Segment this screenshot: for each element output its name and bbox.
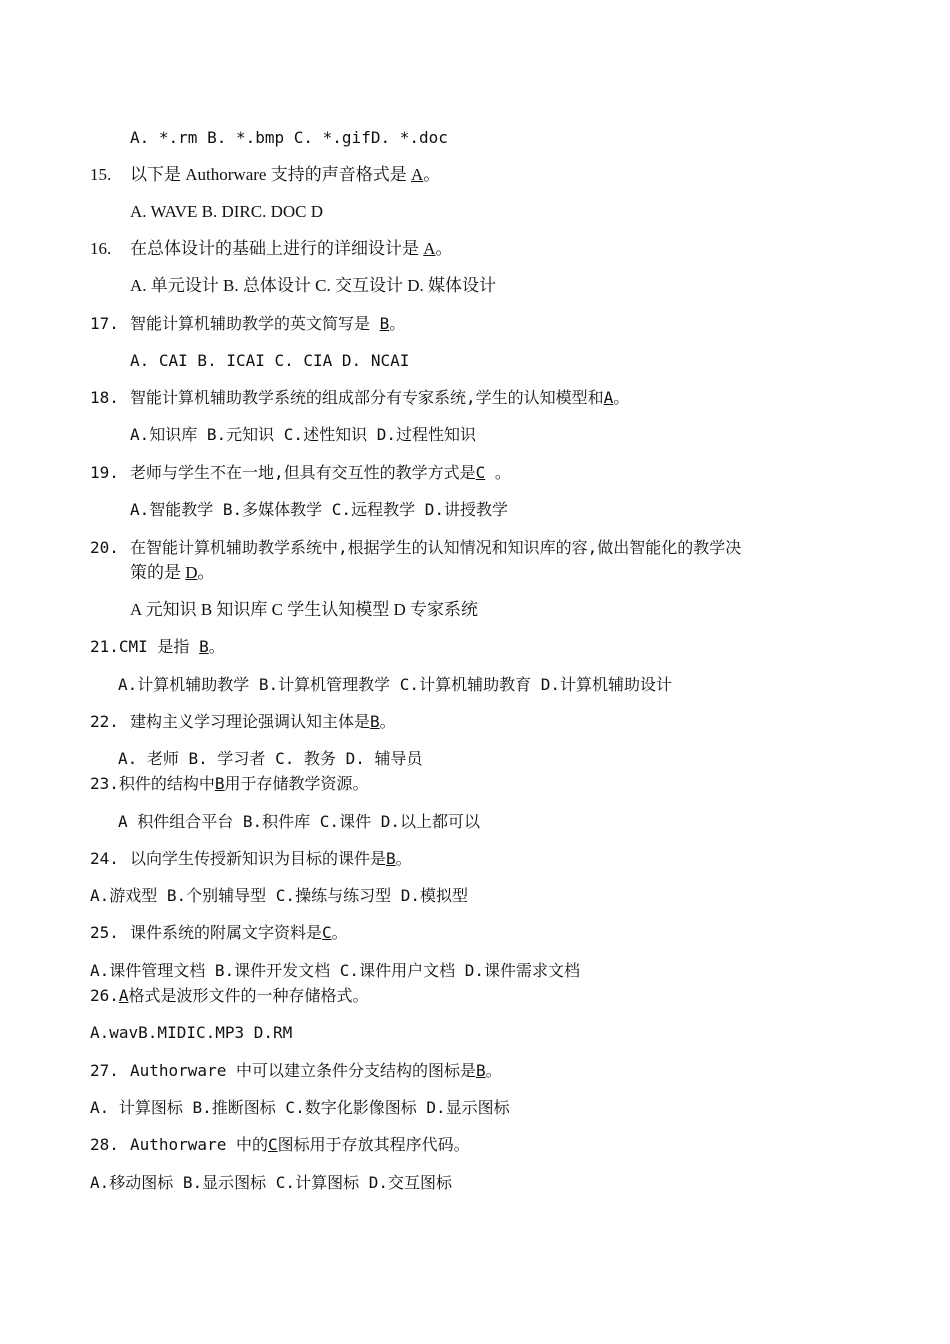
line-text: A.移动图标 B.显示图标 C.计算图标 D.交互图标 [90,1173,452,1192]
question-number: 24. [90,849,119,868]
line-text: A 元知识 B 知识库 C 学生认知模型 D 专家系统 [130,600,479,619]
line-text: 23.积件的结构中 [90,774,215,793]
answer-letter: C [267,1135,278,1154]
text-line [130,201,323,223]
text-line [90,1022,292,1044]
text-line [90,636,225,658]
text-line [130,424,476,446]
text-line [90,848,412,870]
text-line [130,599,478,621]
line-text-suffix: 图标用于存放其程序代码。 [277,1135,470,1154]
line-text: A. CAI B. ICAI C. CIA D. NCAI [130,351,410,370]
line-text-suffix: 用于存储教学资源。 [224,774,369,793]
question-number: 18. [90,388,119,407]
line-text: Authorware 中可以建立条件分支结构的图标是 [130,1061,476,1080]
line-text: A. 计算图标 B.推断图标 C.数字化影像图标 D.显示图标 [90,1098,510,1117]
answer-letter: B [214,774,225,793]
line-text: 智能计算机辅助教学系统的组成部分有专家系统,学生的认知模型和 [130,388,604,407]
text-line [118,674,672,696]
text-line [90,985,369,1007]
text-line [130,127,448,149]
question-number: 15. [90,165,112,184]
line-text-suffix: 。 [331,923,348,942]
line-text: A.wavB.MIDIC.MP3 D.RM [90,1023,293,1042]
text-line [90,537,741,559]
answer-letter: A [118,986,129,1005]
line-text-suffix: 。 [208,637,225,656]
line-text: A.智能教学 B.多媒体教学 C.远程教学 D.讲授教学 [130,500,508,519]
question-number: 28. [90,1135,119,1154]
answer-letter: B [386,849,396,868]
text-line [90,773,369,795]
question-number: 19. [90,463,119,482]
answer-letter: A [410,165,424,184]
line-text-suffix: 。 [197,563,215,582]
line-text: A.知识库 B.元知识 C.述性知识 D.过程性知识 [130,425,476,444]
answer-letter: B [475,1061,486,1080]
question-number: 16. [90,239,112,258]
line-text: A. 单元设计 B. 总体设计 C. 交互设计 D. 媒体设计 [130,276,496,295]
text-line [90,238,453,260]
question-number: 17. [90,314,119,333]
text-line [90,462,511,484]
line-text-suffix: 。 [485,1061,502,1080]
line-text: 在智能计算机辅助教学系统中,根据学生的认知情况和知识库的容,做出智能化的教学决 [130,538,742,557]
text-line [118,811,480,833]
line-text: 21.CMI 是指 [90,637,200,656]
answer-letter: B [370,712,380,731]
text-line [90,313,405,335]
line-text: 智能计算机辅助教学的英文简写是 [130,314,380,333]
text-line [130,275,496,297]
text-line [90,922,348,944]
answer-letter: B [379,314,390,333]
text-line [90,1134,470,1156]
line-text: A. *.rm B. *.bmp C. *.gifD. *.doc [130,128,448,147]
question-number: 25. [90,923,119,942]
answer-letter: A [603,388,614,407]
text-line [118,748,423,770]
text-line [130,499,508,521]
line-text-suffix: 。 [379,712,396,731]
line-text: Authorware 中的 [130,1135,268,1154]
text-line [90,164,440,186]
line-text: 建构主义学习理论强调认知主体是 [130,712,371,731]
text-line [90,960,580,982]
question-number: 27. [90,1061,119,1080]
text-line [130,562,215,584]
answer-letter: D [185,563,198,582]
line-text-suffix: 。 [613,388,630,407]
line-text: A.计算机辅助教学 B.计算机管理教学 C.计算机辅助教育 D.计算机辅助设计 [118,675,672,694]
line-text: 策的是 [130,563,186,582]
line-text: 在总体设计的基础上进行的详细设计是 [130,239,424,258]
line-text: A 积件组合平台 B.积件库 C.课件 D.以上都可以 [118,812,480,831]
text-line [90,711,396,733]
line-text-suffix: 。 [423,165,441,184]
text-line [90,1060,502,1082]
line-text-suffix: 格式是波形文件的一种存储格式。 [128,986,369,1005]
line-text: A.课件管理文档 B.课件开发文档 C.课件用户文档 D.课件需求文档 [90,961,580,980]
line-text: 老师与学生不在一地,但具有交互性的教学方式是 [130,463,476,482]
question-number: 20. [90,538,119,557]
text-line [90,387,629,409]
line-text-suffix: 。 [389,314,406,333]
question-number: 22. [90,712,119,731]
line-text: 课件系统的附属文字资料是 [130,923,323,942]
text-line [90,885,468,907]
line-text: 26. [90,986,119,1005]
line-text: A. 老师 B. 学习者 C. 教务 D. 辅导员 [118,749,423,768]
line-text-suffix: 。 [485,463,511,482]
line-text-suffix: 。 [395,849,412,868]
line-text: 以下是 Authorware 支持的声音格式是 [130,165,411,184]
answer-letter: C [322,923,332,942]
line-text-suffix: 。 [435,239,453,258]
answer-letter: A [423,239,436,258]
answer-letter: B [199,637,209,656]
text-line [90,1172,452,1194]
line-text: A.游戏型 B.个别辅导型 C.操练与练习型 D.模拟型 [90,886,468,905]
text-line [130,350,409,372]
line-text: A. WAVE B. DIRC. DOC D [130,202,324,221]
answer-letter: C [475,463,486,482]
line-text: 以向学生传授新知识为目标的课件是 [130,849,387,868]
text-line [90,1097,510,1119]
